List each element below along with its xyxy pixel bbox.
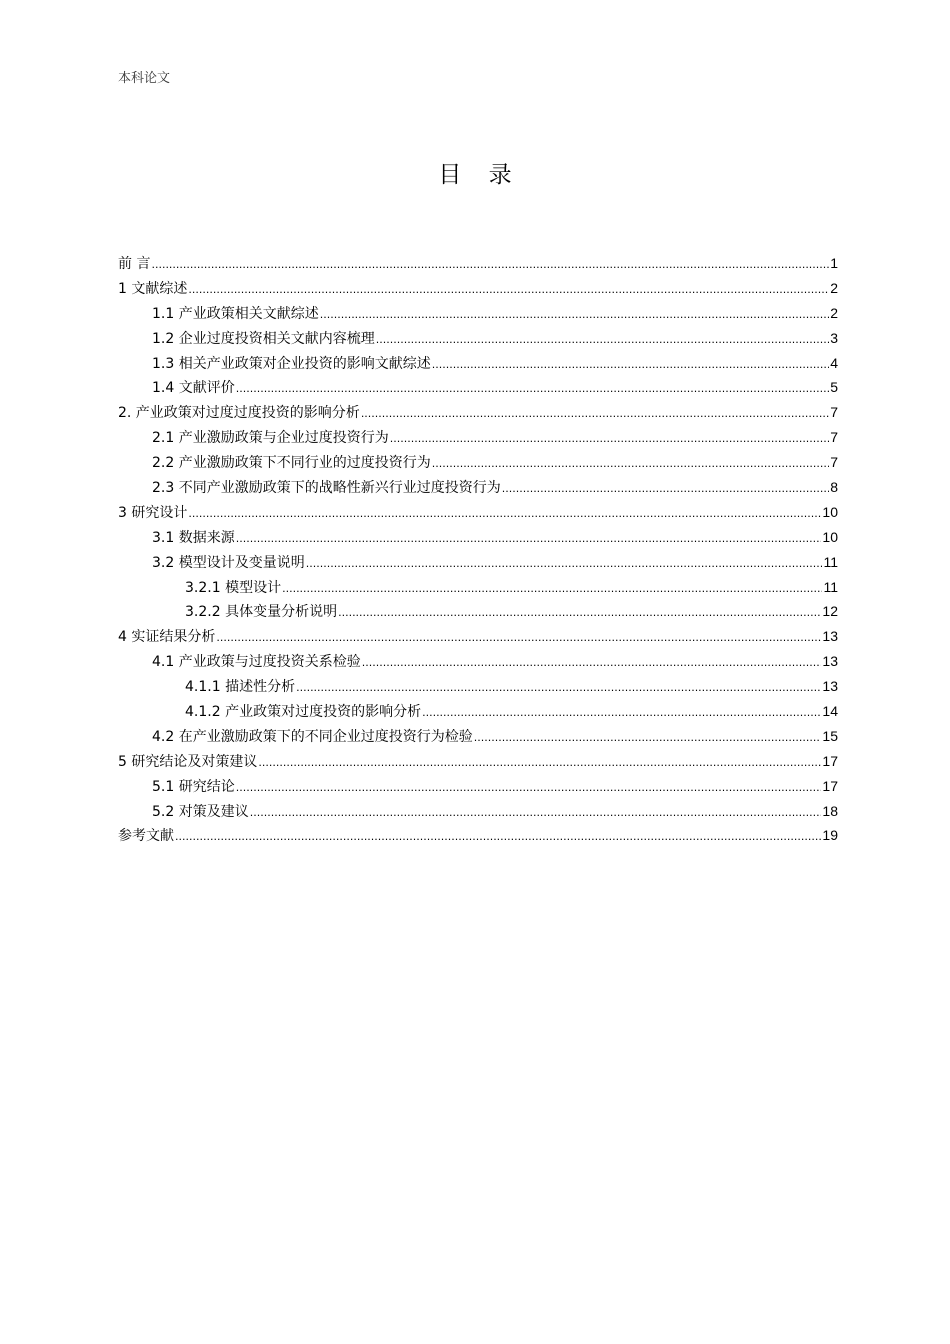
toc-entry-label: 3.2.1 模型设计 [185,579,282,596]
toc-entry-label: 5 研究结论及对策建议 [118,753,258,770]
toc-dot-leader [432,353,829,378]
toc-entry-label: 4.1.2 产业政策对过度投资的影响分析 [185,704,422,721]
toc-entry-page-number: 17 [822,777,838,794]
toc-entry-page-number: 13 [822,653,838,670]
toc-dot-leader [376,328,829,353]
toc-entry[interactable] [118,823,838,848]
toc-entry-page-number: 2 [830,279,838,296]
toc-entry-page-number: 11 [823,553,838,570]
toc-entry-label: 4.2 在产业激励政策下的不同企业过度投资行为检验 [152,728,473,745]
toc-dot-leader [502,477,829,502]
toc-entry[interactable] [118,525,838,550]
toc-dot-leader [282,577,822,602]
toc-entry-label: 1.2 企业过度投资相关文献内容梳理 [152,330,375,347]
toc-entry-page-number: 12 [822,603,838,620]
toc-dot-leader [361,402,829,427]
toc-dot-leader [236,527,822,552]
toc-entry-label: 2.1 产业激励政策与企业过度投资行为 [152,430,389,447]
toc-entry[interactable] [118,749,838,774]
toc-entry[interactable] [118,450,838,475]
toc-entry[interactable] [118,276,838,301]
toc-entry-page-number: 5 [830,379,838,396]
toc-entry-page-number: 14 [822,703,838,720]
toc-entry-label: 4.1.1 描述性分析 [185,679,296,696]
toc-entry-page-number: 8 [830,479,838,496]
toc-dot-leader [320,303,829,328]
toc-entry[interactable] [118,674,838,699]
toc-dot-leader [390,427,829,452]
toc-entry[interactable] [118,351,838,376]
toc-entry-label: 3.2 模型设计及变量说明 [152,554,305,571]
toc-entry-page-number: 10 [822,528,838,545]
toc-dot-leader [258,751,821,776]
toc-entry-page-number: 15 [822,727,838,744]
toc-entry-label: 2. 产业政策对过度过度投资的影响分析 [118,405,360,422]
toc-entry-page-number: 3 [830,329,838,346]
table-of-contents [118,251,838,848]
toc-entry[interactable] [118,400,838,425]
toc-title: 目 录 [438,162,522,188]
toc-dot-leader [216,626,821,651]
toc-entry-label: 参考文献 [118,828,174,845]
toc-dot-leader [338,601,821,626]
toc-entry[interactable] [118,251,838,276]
toc-dot-leader [306,552,823,577]
toc-entry-page-number: 17 [822,752,838,769]
toc-entry[interactable] [118,649,838,674]
toc-entry[interactable] [118,799,838,824]
toc-entry[interactable] [118,724,838,749]
toc-entry[interactable] [118,599,838,624]
toc-entry-page-number: 18 [822,802,838,819]
toc-dot-leader [432,452,829,477]
toc-entry[interactable] [118,425,838,450]
toc-entry[interactable] [118,624,838,649]
toc-entry[interactable] [118,500,838,525]
toc-entry-label: 1.4 文献评价 [152,380,235,397]
toc-entry-page-number: 13 [822,678,838,695]
toc-entry-label: 3 研究设计 [118,504,188,521]
toc-entry-page-number: 10 [822,503,838,520]
toc-entry-label: 2.2 产业激励政策下不同行业的过度投资行为 [152,455,431,472]
toc-entry-page-number: 13 [822,628,838,645]
running-header: 本科论文 [118,71,171,86]
toc-entry-page-number: 7 [830,454,838,471]
toc-entry-page-number: 7 [830,429,838,446]
toc-entry-label: 1.1 产业政策相关文献综述 [152,305,319,322]
toc-entry-label: 2.3 不同产业激励政策下的战略性新兴行业过度投资行为 [152,480,501,497]
toc-entry[interactable] [118,575,838,600]
toc-entry-page-number: 19 [822,827,838,844]
toc-entry-label: 5.2 对策及建议 [152,803,249,820]
toc-entry-label: 5.1 研究结论 [152,778,235,795]
toc-entry-label: 3.1 数据来源 [152,529,235,546]
toc-dot-leader [175,825,821,850]
toc-dot-leader [474,726,822,751]
toc-dot-leader [236,776,822,801]
toc-entry[interactable] [118,326,838,351]
toc-dot-leader [188,278,829,303]
toc-entry-page-number: 11 [823,578,838,595]
toc-entry-page-number: 7 [830,404,838,421]
toc-dot-leader [250,801,822,826]
toc-entry-page-number: 2 [830,304,838,321]
toc-entry-page-number: 4 [830,354,838,371]
toc-entry-label: 4.1 产业政策与过度投资关系检验 [152,654,361,671]
toc-entry-label: 1 文献综述 [118,280,188,297]
toc-entry-page-number: 1 [830,255,838,271]
toc-entry-label: 3.2.2 具体变量分析说明 [185,604,338,621]
toc-dot-leader [151,253,829,278]
toc-entry[interactable] [118,375,838,400]
toc-entry-label: 4 实证结果分析 [118,629,216,646]
toc-entry[interactable] [118,550,838,575]
toc-dot-leader [236,377,829,402]
toc-entry-label: 1.3 相关产业政策对企业投资的影响文献综述 [152,355,431,372]
toc-dot-leader [362,651,822,676]
toc-entry-label: 前 言 [118,256,151,272]
toc-entry[interactable] [118,301,838,326]
toc-dot-leader [422,701,821,726]
toc-entry[interactable] [118,699,838,724]
toc-entry[interactable] [118,475,838,500]
toc-dot-leader [296,676,821,701]
toc-entry[interactable] [118,774,838,799]
toc-dot-leader [188,502,821,527]
